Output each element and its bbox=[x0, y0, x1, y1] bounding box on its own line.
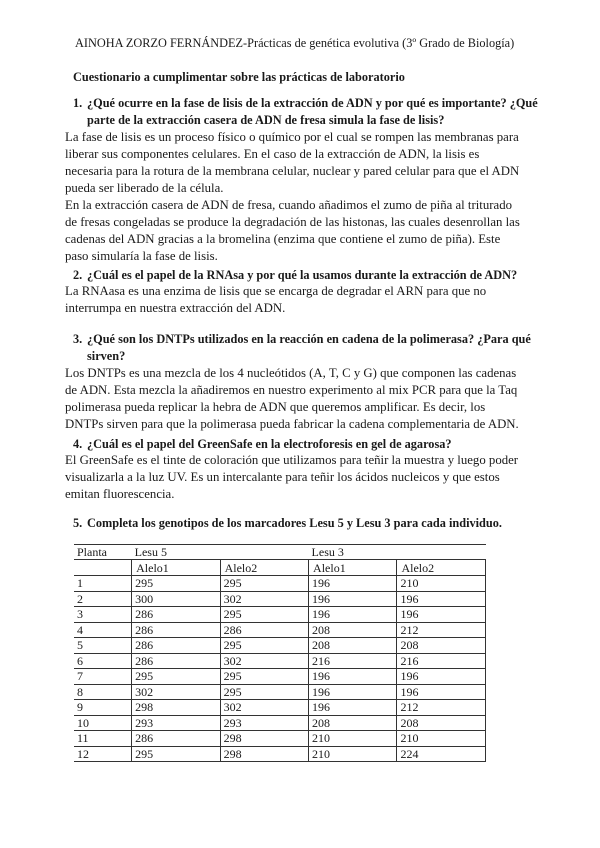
question-number: 3. bbox=[73, 332, 83, 346]
answer-line: visualizarla a la luz UV. Es un intercalante para teñir los ácidos nucleicos y que estos bbox=[65, 470, 500, 484]
plant-number-cell: 10 bbox=[74, 715, 132, 731]
allele-cell: 210 bbox=[397, 576, 486, 592]
answer-line: cadenas del ADN gracias a la bromelina (enzima que contiene el zumo de piña). Este bbox=[65, 232, 501, 246]
answer-line: El GreenSafe es el tinte de coloración que utilizamos para teñir la muestra y luego poder bbox=[65, 453, 519, 467]
answer-line: necesaria para la rotura de la membrana celular, nuclear y pared celular para que el ADN bbox=[65, 164, 520, 178]
allele-cell: 208 bbox=[397, 638, 486, 654]
allele-cell: 208 bbox=[309, 715, 397, 731]
answer-line: En la extracción casera de ADN de fresa, cuando añadimos el zumo de piña al triturado bbox=[65, 198, 512, 212]
allele-cell: 216 bbox=[309, 653, 397, 669]
genotype-table-body bbox=[74, 576, 486, 762]
table-header-row bbox=[74, 545, 486, 560]
answer-line: liberar sus componentes celulares. En el caso de la extracción de ADN, la lisis es bbox=[65, 147, 480, 161]
answer-1 bbox=[65, 129, 545, 265]
question-number: 2. bbox=[73, 268, 83, 282]
answer-line: interrumpa en nuestra extracción del ADN. bbox=[65, 301, 286, 315]
allele-cell: 302 bbox=[220, 591, 308, 607]
allele-cell: 196 bbox=[309, 607, 397, 623]
allele-cell: 286 bbox=[132, 638, 220, 654]
allele-cell: 212 bbox=[397, 700, 486, 716]
allele-cell: 210 bbox=[397, 731, 486, 747]
answer-line: La fase de lisis es un proceso físico o químico por el cual se rompen las membranas para bbox=[65, 130, 519, 144]
allele-cell: 295 bbox=[220, 638, 308, 654]
table-row bbox=[74, 700, 486, 716]
table-row bbox=[74, 684, 486, 700]
question-text bbox=[87, 331, 557, 365]
table-row bbox=[74, 731, 486, 747]
table-row bbox=[74, 638, 486, 654]
allele-cell: 298 bbox=[220, 746, 308, 762]
answer-line: emitan fluorescencia. bbox=[65, 487, 175, 501]
allele-cell: 295 bbox=[220, 669, 308, 685]
page-header: AINOHA ZORZO FERNÁNDEZ-Prácticas de genética evolutiva (3º Grado de Biología) bbox=[75, 36, 515, 50]
allele-cell: 302 bbox=[220, 700, 308, 716]
allele-cell: 196 bbox=[397, 684, 486, 700]
plant-number-cell: 1 bbox=[74, 576, 132, 592]
plant-number-cell: 7 bbox=[74, 669, 132, 685]
question-text bbox=[87, 436, 557, 453]
plant-number-cell: 2 bbox=[74, 591, 132, 607]
question-text bbox=[87, 95, 557, 129]
allele-cell: 196 bbox=[309, 700, 397, 716]
plant-number-cell: 9 bbox=[74, 700, 132, 716]
allele-cell: 196 bbox=[309, 576, 397, 592]
question-number: 4. bbox=[73, 437, 83, 451]
table-row bbox=[74, 576, 486, 592]
allele-cell: 295 bbox=[220, 607, 308, 623]
question-line: sirven? bbox=[87, 349, 126, 363]
allele-cell: 224 bbox=[397, 746, 486, 762]
allele-cell: 208 bbox=[309, 638, 397, 654]
allele-cell: 295 bbox=[220, 684, 308, 700]
subheader-allele: Alelo2 bbox=[220, 560, 308, 576]
table-row bbox=[74, 607, 486, 623]
table-row bbox=[74, 669, 486, 685]
header-empty bbox=[220, 545, 308, 560]
answer-line: paso simularía la fase de lisis. bbox=[65, 249, 218, 263]
table-row bbox=[74, 715, 486, 731]
subheader-allele: Alelo1 bbox=[309, 560, 397, 576]
answer-line: Los DNTPs es una mezcla de los 4 nucleótidos (A, T, C y G) que componen las cadenas bbox=[65, 366, 517, 380]
table-row bbox=[74, 622, 486, 638]
question-line: Completa los genotipos de los marcadores Lesu 5 y Lesu 3 para cada individuo. bbox=[87, 516, 502, 530]
allele-cell: 295 bbox=[220, 576, 308, 592]
question-text bbox=[87, 267, 557, 284]
plant-number-cell: 11 bbox=[74, 731, 132, 747]
allele-cell: 208 bbox=[309, 622, 397, 638]
allele-cell: 295 bbox=[132, 746, 220, 762]
plant-number-cell: 6 bbox=[74, 653, 132, 669]
question-line: ¿Qué son los DNTPs utilizados en la reacción en cadena de la polimerasa? ¿Para qué bbox=[87, 332, 531, 346]
table-subheader-row bbox=[74, 560, 486, 576]
question-line: ¿Cuál es el papel del GreenSafe en la electroforesis en gel de agarosa? bbox=[87, 437, 452, 451]
question-line: ¿Cuál es el papel de la RNAsa y por qué la usamos durante la extracción de ADN? bbox=[87, 268, 518, 282]
plant-number-cell: 5 bbox=[74, 638, 132, 654]
questionnaire-title: Cuestionario a cumplimentar sobre las prácticas de laboratorio bbox=[73, 70, 405, 84]
allele-cell: 196 bbox=[397, 669, 486, 685]
allele-cell: 286 bbox=[132, 607, 220, 623]
answer-line: La RNAasa es una enzima de lisis que se encarga de degradar el ARN para que no bbox=[65, 284, 487, 298]
allele-cell: 302 bbox=[132, 684, 220, 700]
answer-3 bbox=[65, 365, 545, 433]
allele-cell: 298 bbox=[132, 700, 220, 716]
answer-line: de fresas congeladas se produce la degradación de las histonas, las cuales desenrollan las bbox=[65, 215, 520, 229]
allele-cell: 216 bbox=[397, 653, 486, 669]
answer-4 bbox=[65, 452, 545, 503]
allele-cell: 298 bbox=[220, 731, 308, 747]
header-lesu3: Lesu 3 bbox=[309, 545, 397, 560]
answer-line: de ADN. Esta mezcla la añadiremos en nuestro experimento al mix PCR para que la Taq bbox=[65, 383, 518, 397]
header-lesu5: Lesu 5 bbox=[132, 545, 220, 560]
subheader-allele: Alelo1 bbox=[132, 560, 220, 576]
plant-number-cell: 12 bbox=[74, 746, 132, 762]
question-number: 5. bbox=[73, 516, 83, 530]
question-number: 1. bbox=[73, 96, 83, 110]
allele-cell: 286 bbox=[132, 653, 220, 669]
table-row bbox=[74, 591, 486, 607]
allele-cell: 196 bbox=[309, 669, 397, 685]
allele-cell: 286 bbox=[220, 622, 308, 638]
allele-cell: 293 bbox=[220, 715, 308, 731]
header-empty bbox=[397, 545, 486, 560]
table-row bbox=[74, 746, 486, 762]
subheader-empty bbox=[74, 560, 132, 576]
allele-cell: 302 bbox=[220, 653, 308, 669]
allele-cell: 196 bbox=[397, 591, 486, 607]
allele-cell: 212 bbox=[397, 622, 486, 638]
allele-cell: 196 bbox=[309, 684, 397, 700]
allele-cell: 210 bbox=[309, 731, 397, 747]
answer-line: pueda ser liberado de la célula. bbox=[65, 181, 224, 195]
plant-number-cell: 3 bbox=[74, 607, 132, 623]
question-line: ¿Qué ocurre en la fase de lisis de la extracción de ADN y por qué es importante? ¿Qué bbox=[87, 96, 538, 110]
allele-cell: 208 bbox=[397, 715, 486, 731]
allele-cell: 286 bbox=[132, 731, 220, 747]
table-row bbox=[74, 653, 486, 669]
plant-number-cell: 4 bbox=[74, 622, 132, 638]
header-planta: Planta bbox=[74, 545, 132, 560]
allele-cell: 286 bbox=[132, 622, 220, 638]
allele-cell: 295 bbox=[132, 576, 220, 592]
answer-line: polimerasa pueda replicar la hebra de ADN que queremos amplificar. Es decir, los bbox=[65, 400, 486, 414]
allele-cell: 295 bbox=[132, 669, 220, 685]
genotype-table bbox=[74, 544, 486, 762]
allele-cell: 300 bbox=[132, 591, 220, 607]
answer-2 bbox=[65, 283, 545, 317]
allele-cell: 293 bbox=[132, 715, 220, 731]
question-line: parte de la extracción casera de ADN de fresa simula la fase de lisis? bbox=[87, 113, 445, 127]
allele-cell: 196 bbox=[397, 607, 486, 623]
answer-line: DNTPs sirven para que la polimerasa pueda fabricar la cadena complementaria de ADN. bbox=[65, 417, 519, 431]
allele-cell: 196 bbox=[309, 591, 397, 607]
plant-number-cell: 8 bbox=[74, 684, 132, 700]
question-text bbox=[87, 515, 557, 532]
allele-cell: 210 bbox=[309, 746, 397, 762]
subheader-allele: Alelo2 bbox=[397, 560, 486, 576]
